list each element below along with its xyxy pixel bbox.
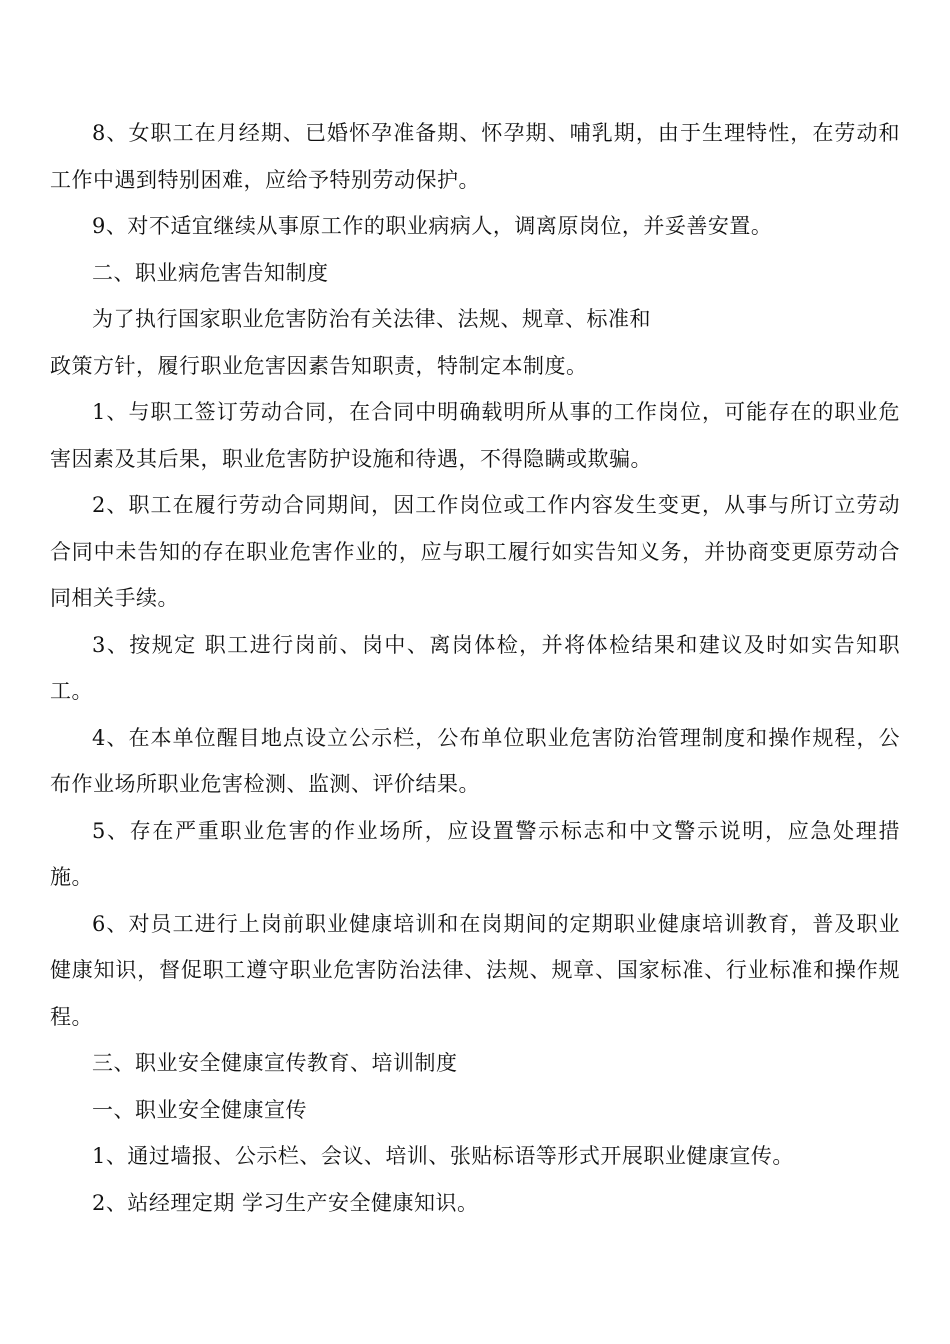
section-heading-training: 三、职业安全健康宣传教育、培训制度 [92, 1051, 458, 1075]
paragraph-clause-2: 2、职工在履行劳动合同期间，因工作岗位或工作内容发生变更，从事与所订立劳动合同中未告知的存在职业危害作业的，应与职工履行如实告知义务，并协商变更原劳动合同相关手续。 [50, 493, 900, 610]
paragraph-clause-3: 3、按规定 职工进行岗前、岗中、离岗体检，并将体检结果和建议及时如实告知职工。 [50, 632, 900, 703]
paragraph-clause-5: 5、存在严重职业危害的作业场所，应设置警示标志和中文警示说明，应急处理措施。 [50, 818, 900, 889]
paragraph-clause-6: 6、对员工进行上岗前职业健康培训和在岗期间的定期职业健康培训教育，普及职业健康知识，督促职工遵守职业危害防治法律、法规、规章、国家标准、行业标准和操作规程。 [50, 911, 900, 1029]
paragraph-intro-line1: 为了执行国家职业危害防治有关法律、法规、规章、标准和 [92, 307, 651, 331]
paragraph-clause-1: 1、与职工签订劳动合同，在合同中明确载明所从事的工作岗位，可能存在的职业危害因素及其后果，职业危害防护设施和待遇，不得隐瞒或欺骗。 [50, 400, 900, 471]
paragraph-clause-4: 4、在本单位醒目地点设立公示栏，公布单位职业危害防治管理制度和操作规程，公布作业场所职业危害检测、监测、评价结果。 [50, 725, 900, 796]
paragraph-publicity-2: 2、站经理定期 学习生产安全健康知识。 [92, 1190, 479, 1215]
paragraph-intro-line2: 政策方针，履行职业危害因素告知职责，特制定本制度。 [50, 353, 588, 378]
paragraph-publicity-1: 1、通过墙报、公示栏、会议、培训、张贴标语等形式开展职业健康宣传。 [92, 1144, 794, 1168]
subsection-heading-publicity: 一、职业安全健康宣传 [92, 1097, 307, 1122]
paragraph-item-8: 8、女职工在月经期、已婚怀孕准备期、怀孕期、哺乳期，由于生理特性，在劳动和工作中遇到特别困难，应给予特别劳动保护。 [50, 121, 900, 192]
section-heading-notification: 二、职业病危害告知制度 [92, 260, 329, 285]
paragraph-item-9: 9、对不适宜继续从事原工作的职业病病人，调离原岗位，并妥善安置。 [92, 214, 773, 238]
document-body [50, 110, 900, 1226]
